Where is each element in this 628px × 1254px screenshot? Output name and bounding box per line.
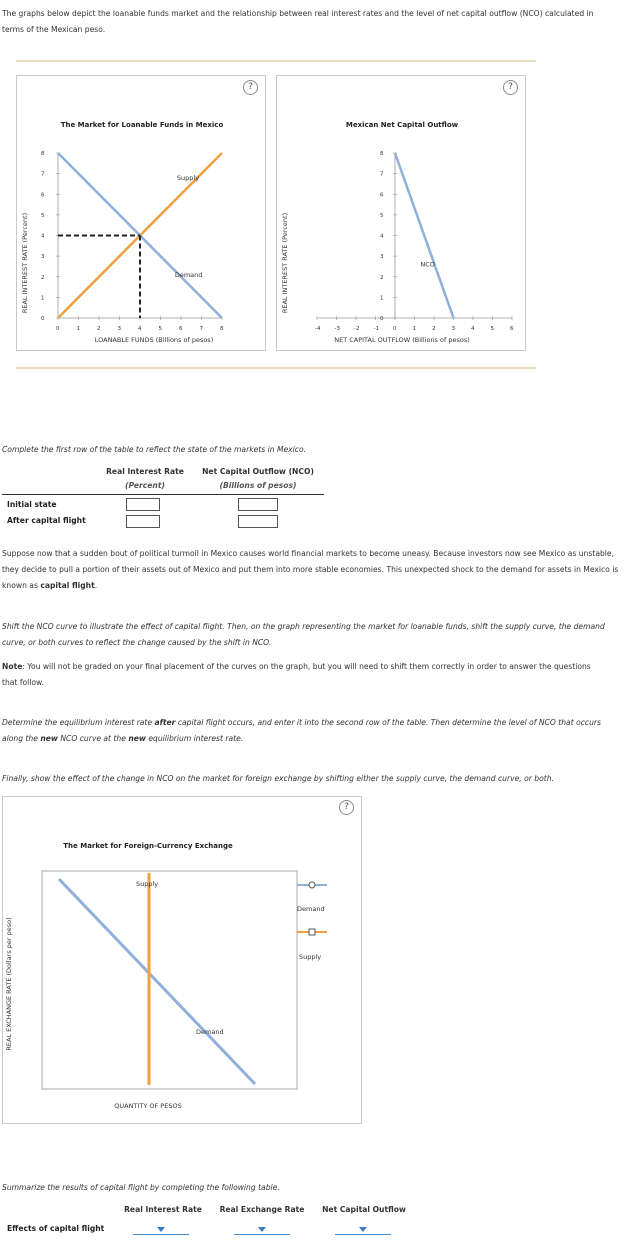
loanable-y-axis-label: REAL INTEREST RATE (Percent) [21, 212, 29, 314]
y-tick-label: 3 [41, 254, 45, 261]
x-tick-label: 6 [510, 326, 514, 332]
demand-label: Demand [174, 270, 203, 279]
turmoil-text: Suppose now that a sudden bout of political turmoil in Mexico causes world financial markets to become uneasy. Because investors now see Mexico as unstable, they decide to pull a portion of their assets out of Mexico and put them into more stable economies. This unexpected shock to the demand for assets in Mexico is known as [2, 549, 619, 590]
initial-rate-input[interactable] [126, 498, 160, 511]
nco-label: NCO [420, 260, 435, 269]
help-icon[interactable]: ? [503, 80, 518, 95]
legend-demand-label: Demand [297, 905, 325, 913]
fx-plot-area [42, 871, 297, 1089]
determine-text-4: equilibrium interest rate. [148, 734, 244, 743]
determine-after: after [154, 718, 176, 727]
after-nco-input[interactable] [238, 515, 278, 528]
legend-supply-marker[interactable] [309, 929, 315, 935]
x-tick-label: 5 [490, 326, 494, 332]
nco-plot[interactable] [277, 76, 525, 350]
determine-text-2: capital flight occurs, and enter it into the second row of the table. Then determine the level of NCO that occurs along the [2, 718, 601, 743]
table1-row-after: After capital flight [7, 516, 86, 525]
table1-col-nco-unit: (Billions of pesos) [219, 481, 297, 490]
nco-curve [395, 153, 454, 318]
table1-header-rule [2, 494, 324, 495]
table1-instruction: Complete the first row of the table to reflect the state of the markets in Mexico. [2, 445, 307, 454]
divider-bottom [16, 367, 536, 369]
loanable-graph-title: The Market for Loanable Funds in Mexico [60, 121, 224, 129]
y-tick-label: 3 [380, 254, 384, 261]
legend-demand-marker[interactable] [309, 882, 315, 888]
nco-y-axis-label: REAL INTEREST RATE (Percent) [281, 212, 289, 314]
table2-instruction: Summarize the results of capital flight by completing the following table. [2, 1183, 280, 1192]
x-tick-label: 7 [199, 326, 203, 332]
loanable-x-axis-label: LOANABLE FUNDS (Billions of pesos) [94, 336, 214, 344]
table2-col-rate: Real Interest Rate [124, 1205, 202, 1214]
fx-y-axis-label: REAL EXCHANGE RATE (Dollars per peso) [5, 917, 13, 1051]
nco-graph-title: Mexican Net Capital Outflow [345, 121, 459, 129]
supply-label: Supply [176, 173, 200, 182]
chevron-down-icon [359, 1227, 367, 1232]
table2-row-effects: Effects of capital flight [7, 1224, 105, 1233]
x-tick-label: 0 [56, 326, 60, 332]
x-tick-label: 1 [412, 326, 416, 332]
fx-graph-title: The Market for Foreign-Currency Exchange [63, 842, 233, 850]
y-tick-label: 0 [380, 316, 384, 322]
y-tick-label: 6 [380, 192, 384, 199]
loanable-plot[interactable] [17, 76, 265, 350]
finally-instruction: Finally, show the effect of the change in NCO on the market for foreign exchange by shifting either the supply curve, the demand curve, or both. [2, 774, 554, 783]
x-tick-label: 1 [76, 326, 80, 332]
y-tick-label: 5 [380, 212, 384, 219]
rate-effect-dropdown[interactable] [133, 1223, 189, 1235]
after-rate-input[interactable] [126, 515, 160, 528]
chevron-down-icon [258, 1227, 266, 1232]
x-tick-label: 2 [97, 326, 101, 332]
y-tick-label: 4 [380, 233, 384, 240]
y-tick-label: 0 [41, 316, 45, 322]
capital-flight-term: capital flight [40, 581, 95, 590]
x-tick-label: -4 [315, 326, 321, 332]
determine-new: new [40, 734, 58, 743]
table2-col-nco: Net Capital Outflow [322, 1205, 406, 1214]
equilibrium-marker: + [137, 232, 143, 241]
note-text: : You will not be graded on your final placement of the curves on the graph, but you will need to shift them correctly in order to answer the questions that follow. [2, 662, 591, 687]
determine-text-1: Determine the equilibrium interest rate [2, 718, 153, 727]
table1-row-initial: Initial state [7, 500, 57, 509]
y-tick-label: 7 [380, 171, 384, 178]
table1-col-rate: Real Interest Rate [106, 467, 184, 476]
note-paragraph [2, 659, 602, 691]
fx-plot[interactable] [3, 797, 361, 1123]
y-tick-label: 5 [41, 212, 45, 219]
x-tick-label: 3 [117, 326, 121, 332]
y-tick-label: 2 [380, 274, 384, 281]
nco-effect-dropdown[interactable] [335, 1223, 391, 1235]
initial-nco-input[interactable] [238, 498, 278, 511]
help-icon[interactable]: ? [339, 800, 354, 815]
table1-col-nco: Net Capital Outflow (NCO) [202, 467, 314, 476]
x-tick-label: -1 [373, 326, 379, 332]
legend-supply-label: Supply [299, 953, 322, 961]
nco-panel [276, 75, 526, 351]
fx-x-axis-label: QUANTITY OF PESOS [114, 1102, 182, 1110]
table2-col-exchange: Real Exchange Rate [219, 1205, 305, 1214]
shift-instruction: Shift the NCO curve to illustrate the effect of capital flight. Then, on the graph representing the market for loanable funds, shift the supply curve, the demand curve, or both curves to reflect the change caused by the shift in NCO. [2, 622, 605, 647]
x-tick-label: 3 [451, 326, 455, 332]
fx-panel [2, 796, 362, 1124]
x-tick-label: 4 [138, 326, 142, 332]
x-tick-label: 8 [220, 326, 224, 332]
x-tick-label: 6 [179, 326, 183, 332]
y-tick-label: 8 [41, 151, 45, 157]
fx-supply-label: Supply [136, 880, 159, 888]
turmoil-paragraph: Suppose now that a sudden bout of political turmoil in Mexico causes world financial markets to become uneasy. Because investors now see Mexico as unstable, they decide to pull a portion of their assets out of Mexico and put them into more stable economies. This unexpected shock to the demand for assets in Mexico is known as capital flight. [2, 549, 619, 590]
intro-text: The graphs below depict the loanable funds market and the relationship between real interest rates and the level of net capital outflow (NCO) calculated in terms of the Mexican peso. [2, 9, 594, 34]
determine-new-2: new [128, 734, 146, 743]
y-tick-label: 2 [41, 274, 45, 281]
loanable-funds-panel [16, 75, 266, 351]
x-tick-label: -2 [354, 326, 360, 332]
y-tick-label: 7 [41, 171, 45, 178]
y-tick-label: 1 [380, 295, 384, 302]
divider-top [16, 60, 536, 62]
determine-text-3: NCO curve at the [60, 734, 126, 743]
determine-paragraph [2, 715, 614, 747]
y-tick-label: 8 [380, 151, 384, 157]
x-tick-label: 0 [393, 326, 397, 332]
help-icon[interactable]: ? [243, 80, 258, 95]
x-tick-label: 4 [471, 326, 475, 332]
x-tick-label: 5 [158, 326, 162, 332]
y-tick-label: 1 [41, 295, 45, 302]
table1-col-rate-unit: (Percent) [125, 481, 165, 490]
y-tick-label: 4 [41, 233, 45, 240]
x-tick-label: 2 [432, 326, 436, 332]
nco-x-axis-label: NET CAPITAL OUTFLOW (Billions of pesos) [334, 336, 470, 344]
fx-demand-label: Demand [196, 1028, 224, 1036]
note-label: Note [2, 662, 23, 671]
exchange-effect-dropdown[interactable] [234, 1223, 290, 1235]
x-tick-label: -3 [334, 326, 340, 332]
y-tick-label: 6 [41, 192, 45, 199]
fx-demand-curve[interactable] [59, 879, 255, 1084]
chevron-down-icon [157, 1227, 165, 1232]
